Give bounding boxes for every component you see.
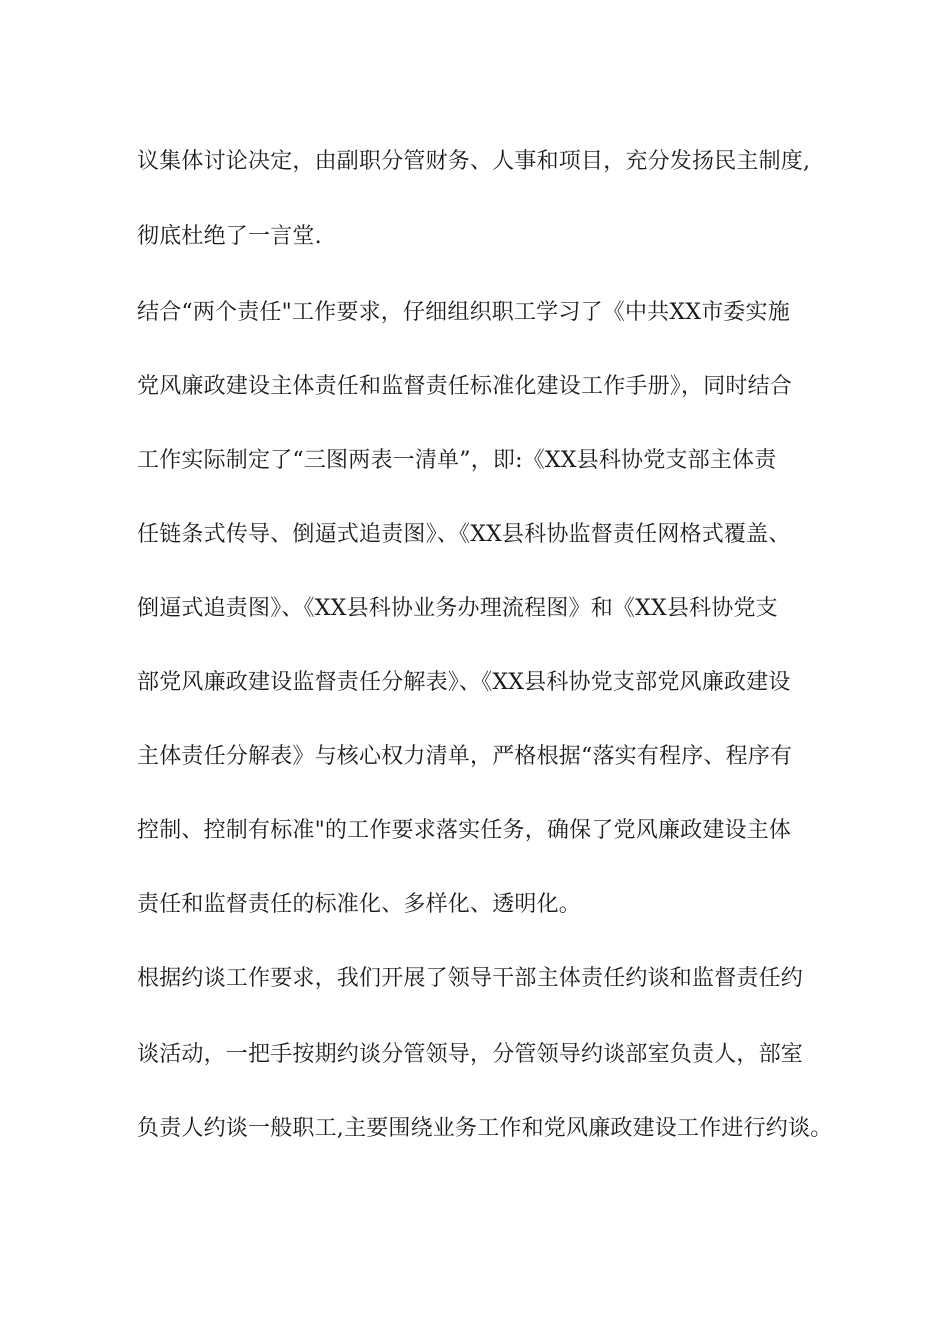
text-line-13: 谈活动，一把手按期约谈分管领导，分管领导约谈部室负责人，部室 (137, 1042, 804, 1067)
text-line-7: 倒逼式追责图》、《XX县科协业务办理流程图》和《XX县科协党支 (137, 596, 778, 621)
text-line-9: 主体责任分解表》与核心权力清单，严格根据“落实有程序、程序有 (137, 744, 793, 769)
text-line-1: 议集体讨论决定，由副职分管财务、人事和项目，充分发扬民主制度, (137, 149, 811, 174)
text-line-4: 党风廉政建设主体责任和监督责任标准化建设工作手册》，同时结合 (137, 374, 793, 399)
text-line-5: 工作实际制定了“三图两表一清单”，即:《XX县科协党支部主体责 (137, 448, 777, 473)
text-line-11: 责任和监督责任的标准化、多样化、透明化。 (137, 892, 582, 917)
text-line-8: 部党风廉政建设监督责任分解表》、《XX县科协党支部党风廉政建设 (137, 670, 791, 695)
text-line-10: 控制、控制有标准"的工作要求落实任务，确保了党风廉政建设主体 (137, 818, 792, 843)
text-line-2: 彻底杜绝了一言堂. (137, 224, 322, 249)
text-line-6: 任链条式传导、倒逼式追责图》、《XX县科协监督责任网格式覆盖、 (137, 522, 791, 547)
text-line-12: 根据约谈工作要求，我们开展了领导干部主体责任约谈和监督责任约 (137, 966, 804, 991)
text-line-3: 结合“两个责任"工作要求，仔细组织职工学习了《中共XX市委实施 (137, 300, 790, 325)
text-line-14: 负责人约谈一般职工,主要围绕业务工作和党风廉政建设工作进行约谈。 (137, 1116, 833, 1141)
